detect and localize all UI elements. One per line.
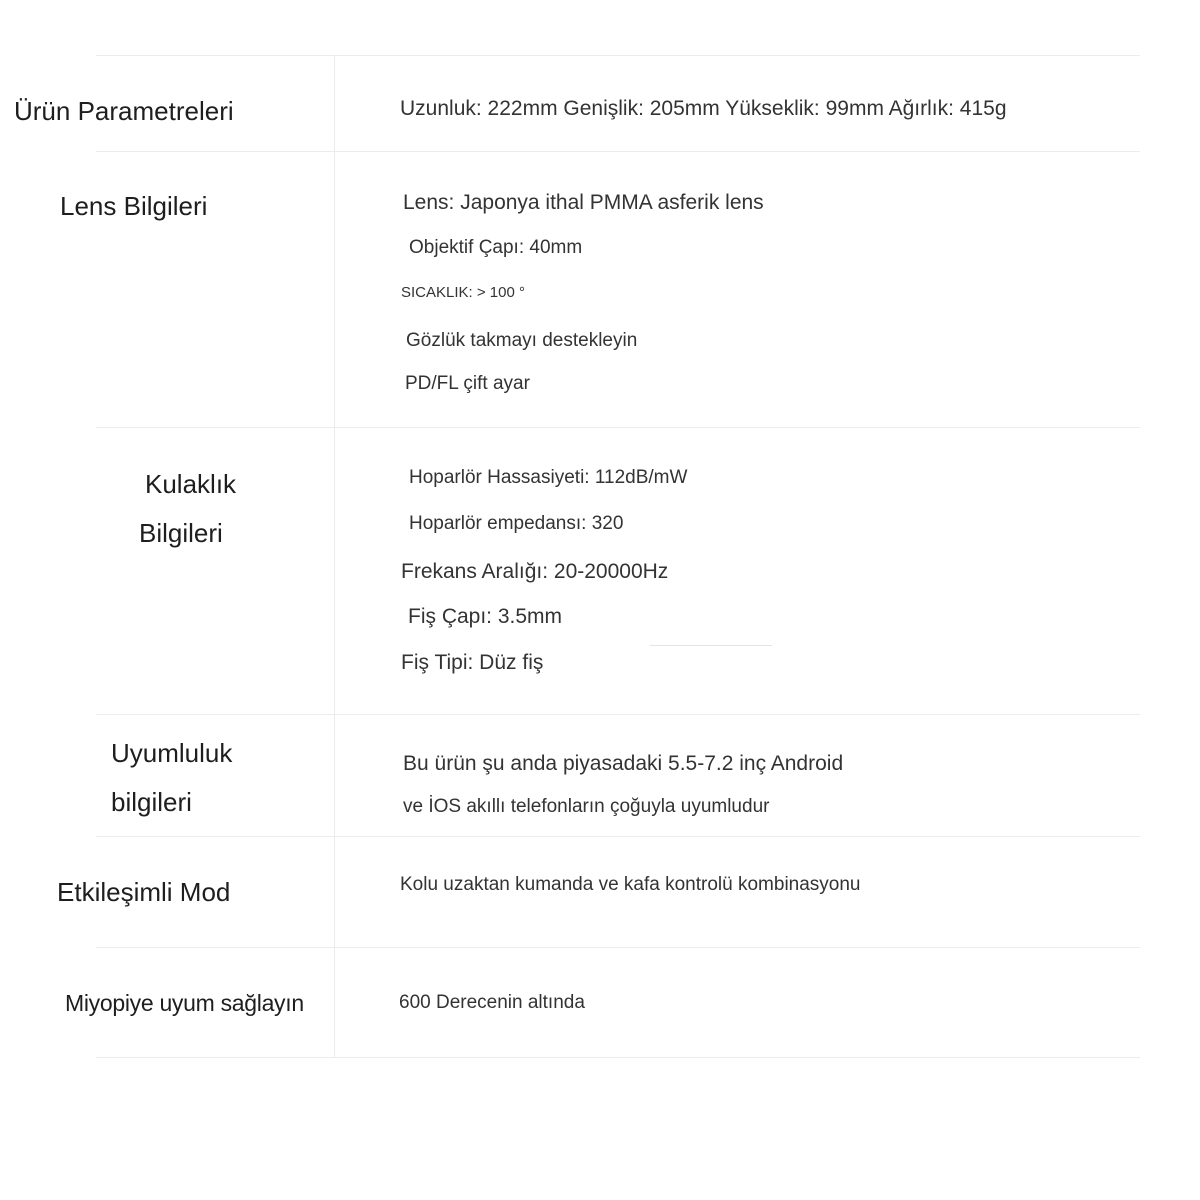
row-label-myopia: Miyopiye uyum sağlayın <box>65 990 304 1016</box>
row-value-dimensions: Uzunluk: 222mm Genişlik: 205mm Yükseklik: 99mm Ağırlık: 415g <box>400 97 1007 120</box>
row-divider <box>96 714 1140 715</box>
row-label-headphone-info-line2: Bilgileri <box>139 518 223 548</box>
row-value-plug-type: Fiş Tipi: Düz fiş <box>401 651 544 674</box>
row-value-plug-diameter: Fiş Çapı: 3.5mm <box>408 605 563 628</box>
row-value-compatibility-line1: Bu ürün şu anda piyasadaki 5.5-7.2 inç Android <box>403 752 844 775</box>
row-divider <box>96 947 1140 948</box>
row-value-frequency-range: Frekans Aralığı: 20-20000Hz <box>401 560 669 583</box>
row-label-lens-info: Lens Bilgileri <box>60 191 208 221</box>
row-divider <box>96 1057 1140 1058</box>
row-label-compatibility-line1: Uyumluluk <box>111 738 233 768</box>
row-value-objective-diameter: Objektif Çapı: 40mm <box>409 237 583 258</box>
row-value-myopia: 600 Derecenin altında <box>399 992 585 1013</box>
row-value-interaction-mode: Kolu uzaktan kumanda ve kafa kontrolü kombinasyonu <box>400 874 861 895</box>
row-value-speaker-impedance: Hoparlör empedansı: 320 <box>409 513 624 534</box>
row-value-temperature: SICAKLIK: > 100 ° <box>401 284 525 301</box>
row-divider <box>96 151 1140 152</box>
row-value-compatibility-line2: ve İOS akıllı telefonların çoğuyla uyumludur <box>403 796 770 817</box>
row-label-product-parameters: Ürün Parametreleri <box>14 96 234 126</box>
row-label-headphone-info-line1: Kulaklık <box>145 469 237 499</box>
row-divider <box>96 836 1140 837</box>
row-value-pd-fl-adjust: PD/FL çift ayar <box>405 373 530 394</box>
row-value-glasses-support: Gözlük takmayı destekleyin <box>406 330 638 351</box>
row-label-interaction-mode: Etkileşimli Mod <box>57 877 231 907</box>
row-divider <box>96 55 1140 56</box>
column-divider <box>334 56 335 1058</box>
decorative-line <box>650 645 772 646</box>
row-label-compatibility-line2: bilgileri <box>111 787 192 817</box>
row-divider <box>96 427 1140 428</box>
row-value-speaker-sensitivity: Hoparlör Hassasiyeti: 112dB/mW <box>409 467 688 488</box>
row-value-lens-type: Lens: Japonya ithal PMMA asferik lens <box>403 191 764 214</box>
